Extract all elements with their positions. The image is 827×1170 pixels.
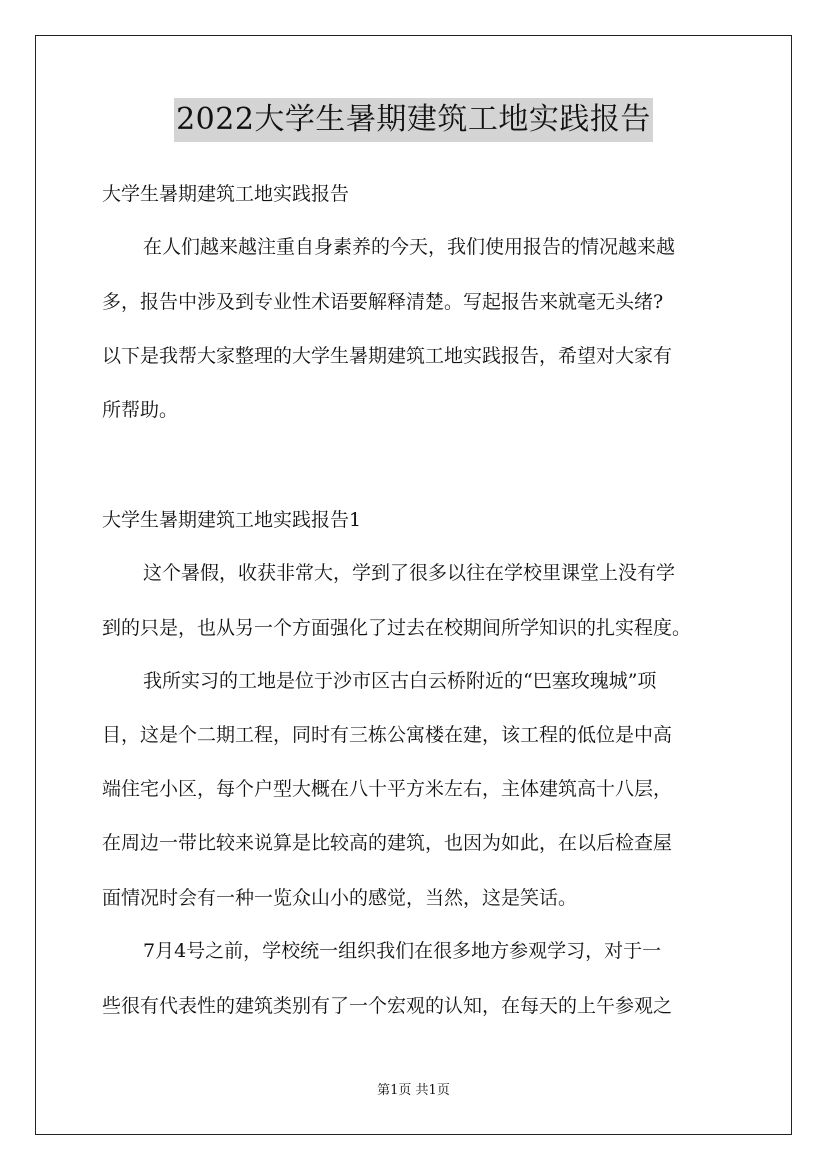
paragraph-line: 这个暑假，收获非常大，学到了很多以往在学校里课堂上没有学 [143, 562, 676, 584]
paragraph-line: 到的只是，也从另一个方面强化了过去在校期间所学知识的扎实程度。 [102, 617, 692, 639]
section-heading: 大学生暑期建筑工地实践报告 [102, 183, 350, 205]
title-container [0, 98, 827, 142]
paragraph-line: 以下是我帮大家整理的大学生暑期建筑工地实践报告，希望对大家有 [102, 345, 673, 367]
paragraph-line: 端住宅小区，每个户型大概在八十平方米左右，主体建筑高十八层， [102, 778, 673, 800]
paragraph-line: 多，报告中涉及到专业性术语要解释清楚。写起报告来就毫无头绪? [102, 291, 664, 313]
paragraph-line: 面情况时会有一种一览众山小的感觉，当然，这是笑话。 [102, 887, 578, 909]
document-title: 2022大学生暑期建筑工地实践报告 [174, 98, 653, 142]
page-footer: 第1页 共1页 [377, 1083, 450, 1098]
paragraph-line: 些很有代表性的建筑类别有了一个宏观的认知，在每天的上午参观之 [102, 995, 673, 1017]
paragraph-line: 在人们越来越注重自身素养的今天，我们使用报告的情况越来越 [143, 236, 676, 258]
paragraph-line: 所帮助。 [102, 399, 179, 421]
paragraph-line: 目，这是个二期工程，同时有三栋公寓楼在建，该工程的低位是中高 [102, 724, 673, 746]
section-heading: 大学生暑期建筑工地实践报告1 [102, 509, 362, 531]
paragraph-line: 我所实习的工地是位于沙市区古白云桥附近的“巴塞玫瑰城”项 [143, 670, 657, 692]
paragraph-line: 在周边一带比较来说算是比较高的建筑，也因为如此，在以后检查屋 [102, 832, 673, 854]
paragraph-line: 7月4号之前，学校统一组织我们在很多地方参观学习，对于一 [143, 940, 662, 962]
